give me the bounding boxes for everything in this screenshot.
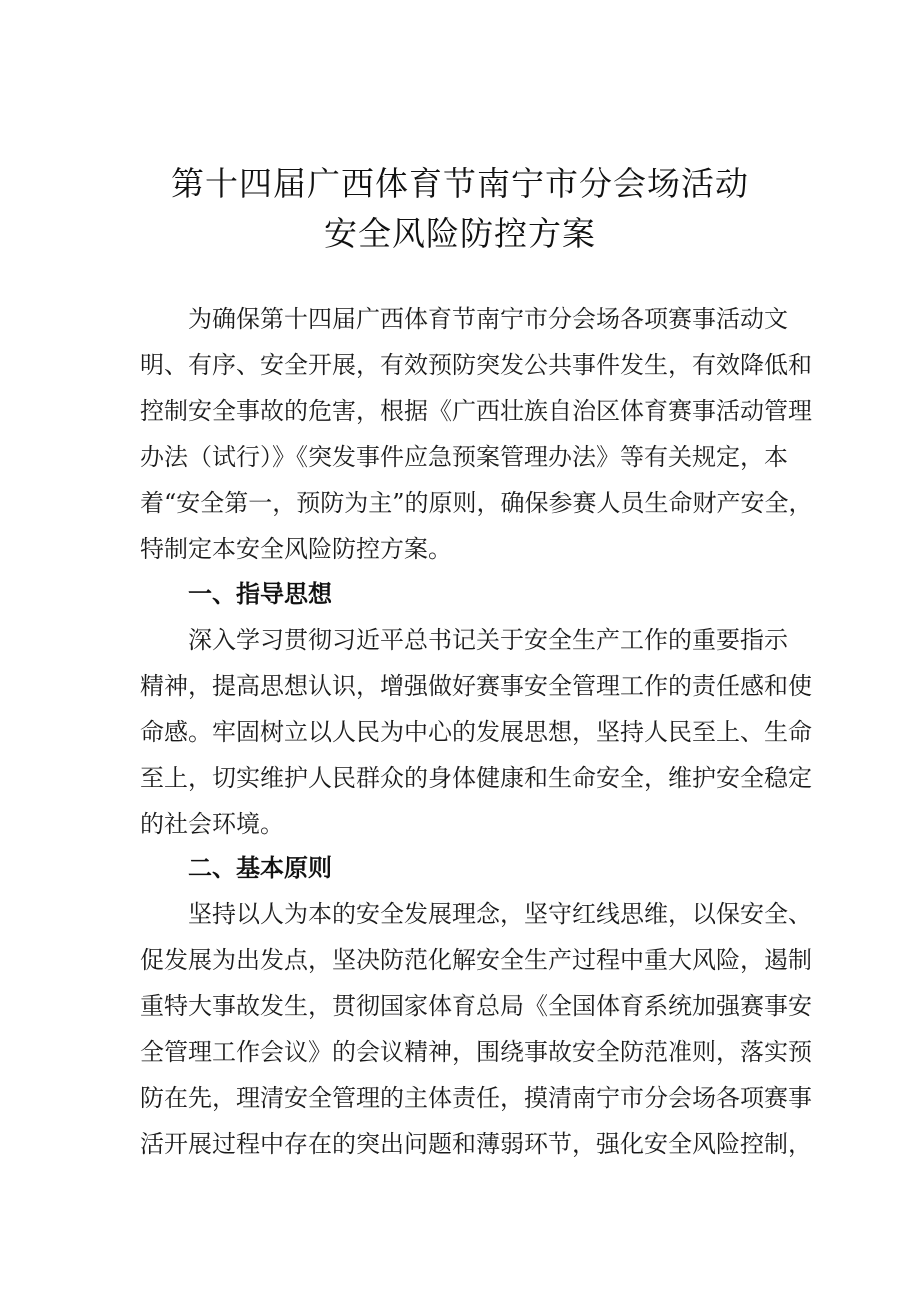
document-title-line-2: 安全风险防控方案 [324,214,596,253]
intro-line: 特制定本安全风险防控方案。 [140,535,452,563]
section-1-line: 的社会环境。 [140,810,284,838]
section-heading-guiding-ideology: 一、指导思想 [188,580,332,608]
section-1-line: 深入学习贯彻习近平总书记关于安全生产工作的重要指示 [188,626,788,654]
intro-line: 明、有序、安全开展，有效预防突发公共事件发生，有效降低和 [140,351,812,379]
section-2-line: 促发展为出发点，坚决防范化解安全生产过程中重大风险，遏制 [140,946,812,974]
section-2-line: 全管理工作会议》的会议精神，围绕事故安全防范准则，落实预 [140,1038,812,1066]
section-2-line: 防在先，理清安全管理的主体责任，摸清南宁市分会场各项赛事 [140,1084,812,1112]
intro-line: 办法（试行）》《突发事件应急预案管理办法》等有关规定，本 [140,443,788,471]
section-heading-basic-principles: 二、基本原则 [188,854,332,882]
section-2-line: 活开展过程中存在的突出问题和薄弱环节，强化安全风险控制， [140,1130,812,1158]
section-1-line: 精神，提高思想认识，增强做好赛事安全管理工作的责任感和使 [140,672,812,700]
intro-line: 着“安全第一，预防为主”的原则，确保参赛人员生命财产安全， [140,489,813,517]
intro-line: 为确保第十四届广西体育节南宁市分会场各项赛事活动文 [188,305,788,333]
section-1-line: 至上，切实维护人民群众的身体健康和生命安全，维护安全稳定 [140,764,812,792]
intro-line: 控制安全事故的危害，根据《广西壮族自治区体育赛事活动管理 [140,397,812,425]
document-title-line-1: 第十四届广西体育节南宁市分会场活动 [171,164,749,203]
section-2-line: 坚持以人为本的安全发展理念，坚守红线思维，以保安全、 [188,900,812,928]
section-1-line: 命感。牢固树立以人民为中心的发展思想，坚持人民至上、生命 [140,718,812,746]
section-2-line: 重特大事故发生，贯彻国家体育总局《全国体育系统加强赛事安 [140,992,812,1020]
